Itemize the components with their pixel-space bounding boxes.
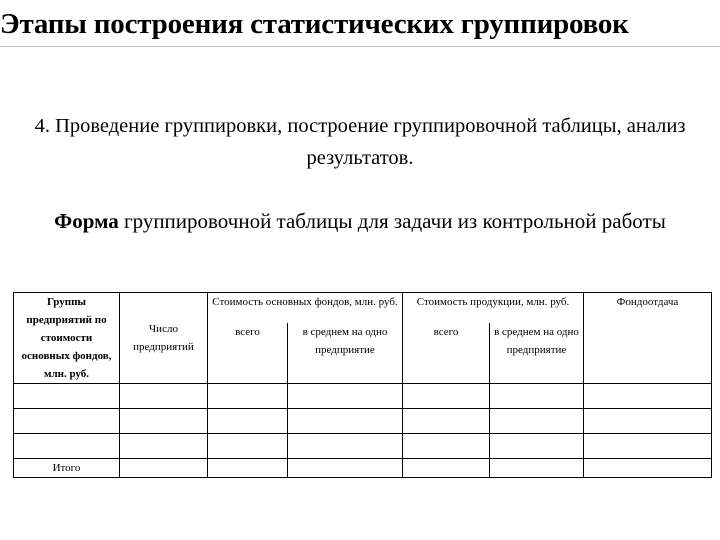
table-cell	[120, 434, 208, 459]
table-cell	[490, 384, 584, 409]
table-cell	[490, 434, 584, 459]
header-fixed-assets-cost: Стоимость основных фондов, млн. руб.	[208, 293, 403, 324]
title-divider	[0, 46, 720, 47]
table-cell	[403, 409, 490, 434]
table-row	[14, 384, 712, 409]
header-capital-productivity: Фондоотдача	[584, 293, 712, 384]
header-output-cost: Стоимость продукции, млн. руб.	[403, 293, 584, 324]
subheader-output-total: всего	[403, 323, 490, 383]
table-cell	[208, 384, 288, 409]
table-cell	[584, 409, 712, 434]
table-cell	[403, 384, 490, 409]
header-groups: Группы предприятий по стоимости основных фондов, млн. руб.	[14, 293, 120, 384]
table-cell	[490, 459, 584, 478]
table-cell	[208, 434, 288, 459]
table-cell	[120, 409, 208, 434]
table-cell	[288, 434, 403, 459]
table-cell	[120, 384, 208, 409]
table-row	[14, 434, 712, 459]
subtitle-bold: Форма	[54, 209, 119, 233]
subheader-funds-total: всего	[208, 323, 288, 383]
table-cell	[288, 409, 403, 434]
table-cell	[490, 409, 584, 434]
header-enterprise-count: Число предприятий	[120, 293, 208, 384]
table-cell	[14, 384, 120, 409]
table-cell	[208, 459, 288, 478]
grouping-table	[13, 292, 712, 478]
table-form-subtitle	[40, 206, 680, 237]
table-cell	[584, 384, 712, 409]
table-cell	[14, 409, 120, 434]
table-row	[14, 409, 712, 434]
table-cell	[403, 459, 490, 478]
table-cell	[584, 434, 712, 459]
total-row	[14, 459, 712, 478]
step-text: 4. Проведение группировки, построение группировочной таблицы, анализ результатов.	[34, 115, 686, 169]
subheader-funds-average: в среднем на одно предприятие	[288, 323, 403, 383]
table-cell	[120, 459, 208, 478]
subtitle-rest: группировочной таблицы для задачи из контрольной работы	[118, 209, 666, 233]
subheader-output-average: в среднем на одно предприятие	[490, 323, 584, 383]
table-cell	[14, 434, 120, 459]
table-cell	[208, 409, 288, 434]
total-label: Итого	[14, 459, 120, 478]
table-cell	[584, 459, 712, 478]
table-cell	[288, 459, 403, 478]
table-cell	[288, 384, 403, 409]
slide-title: Этапы построения статистических группировок	[0, 8, 629, 40]
table-cell	[403, 434, 490, 459]
